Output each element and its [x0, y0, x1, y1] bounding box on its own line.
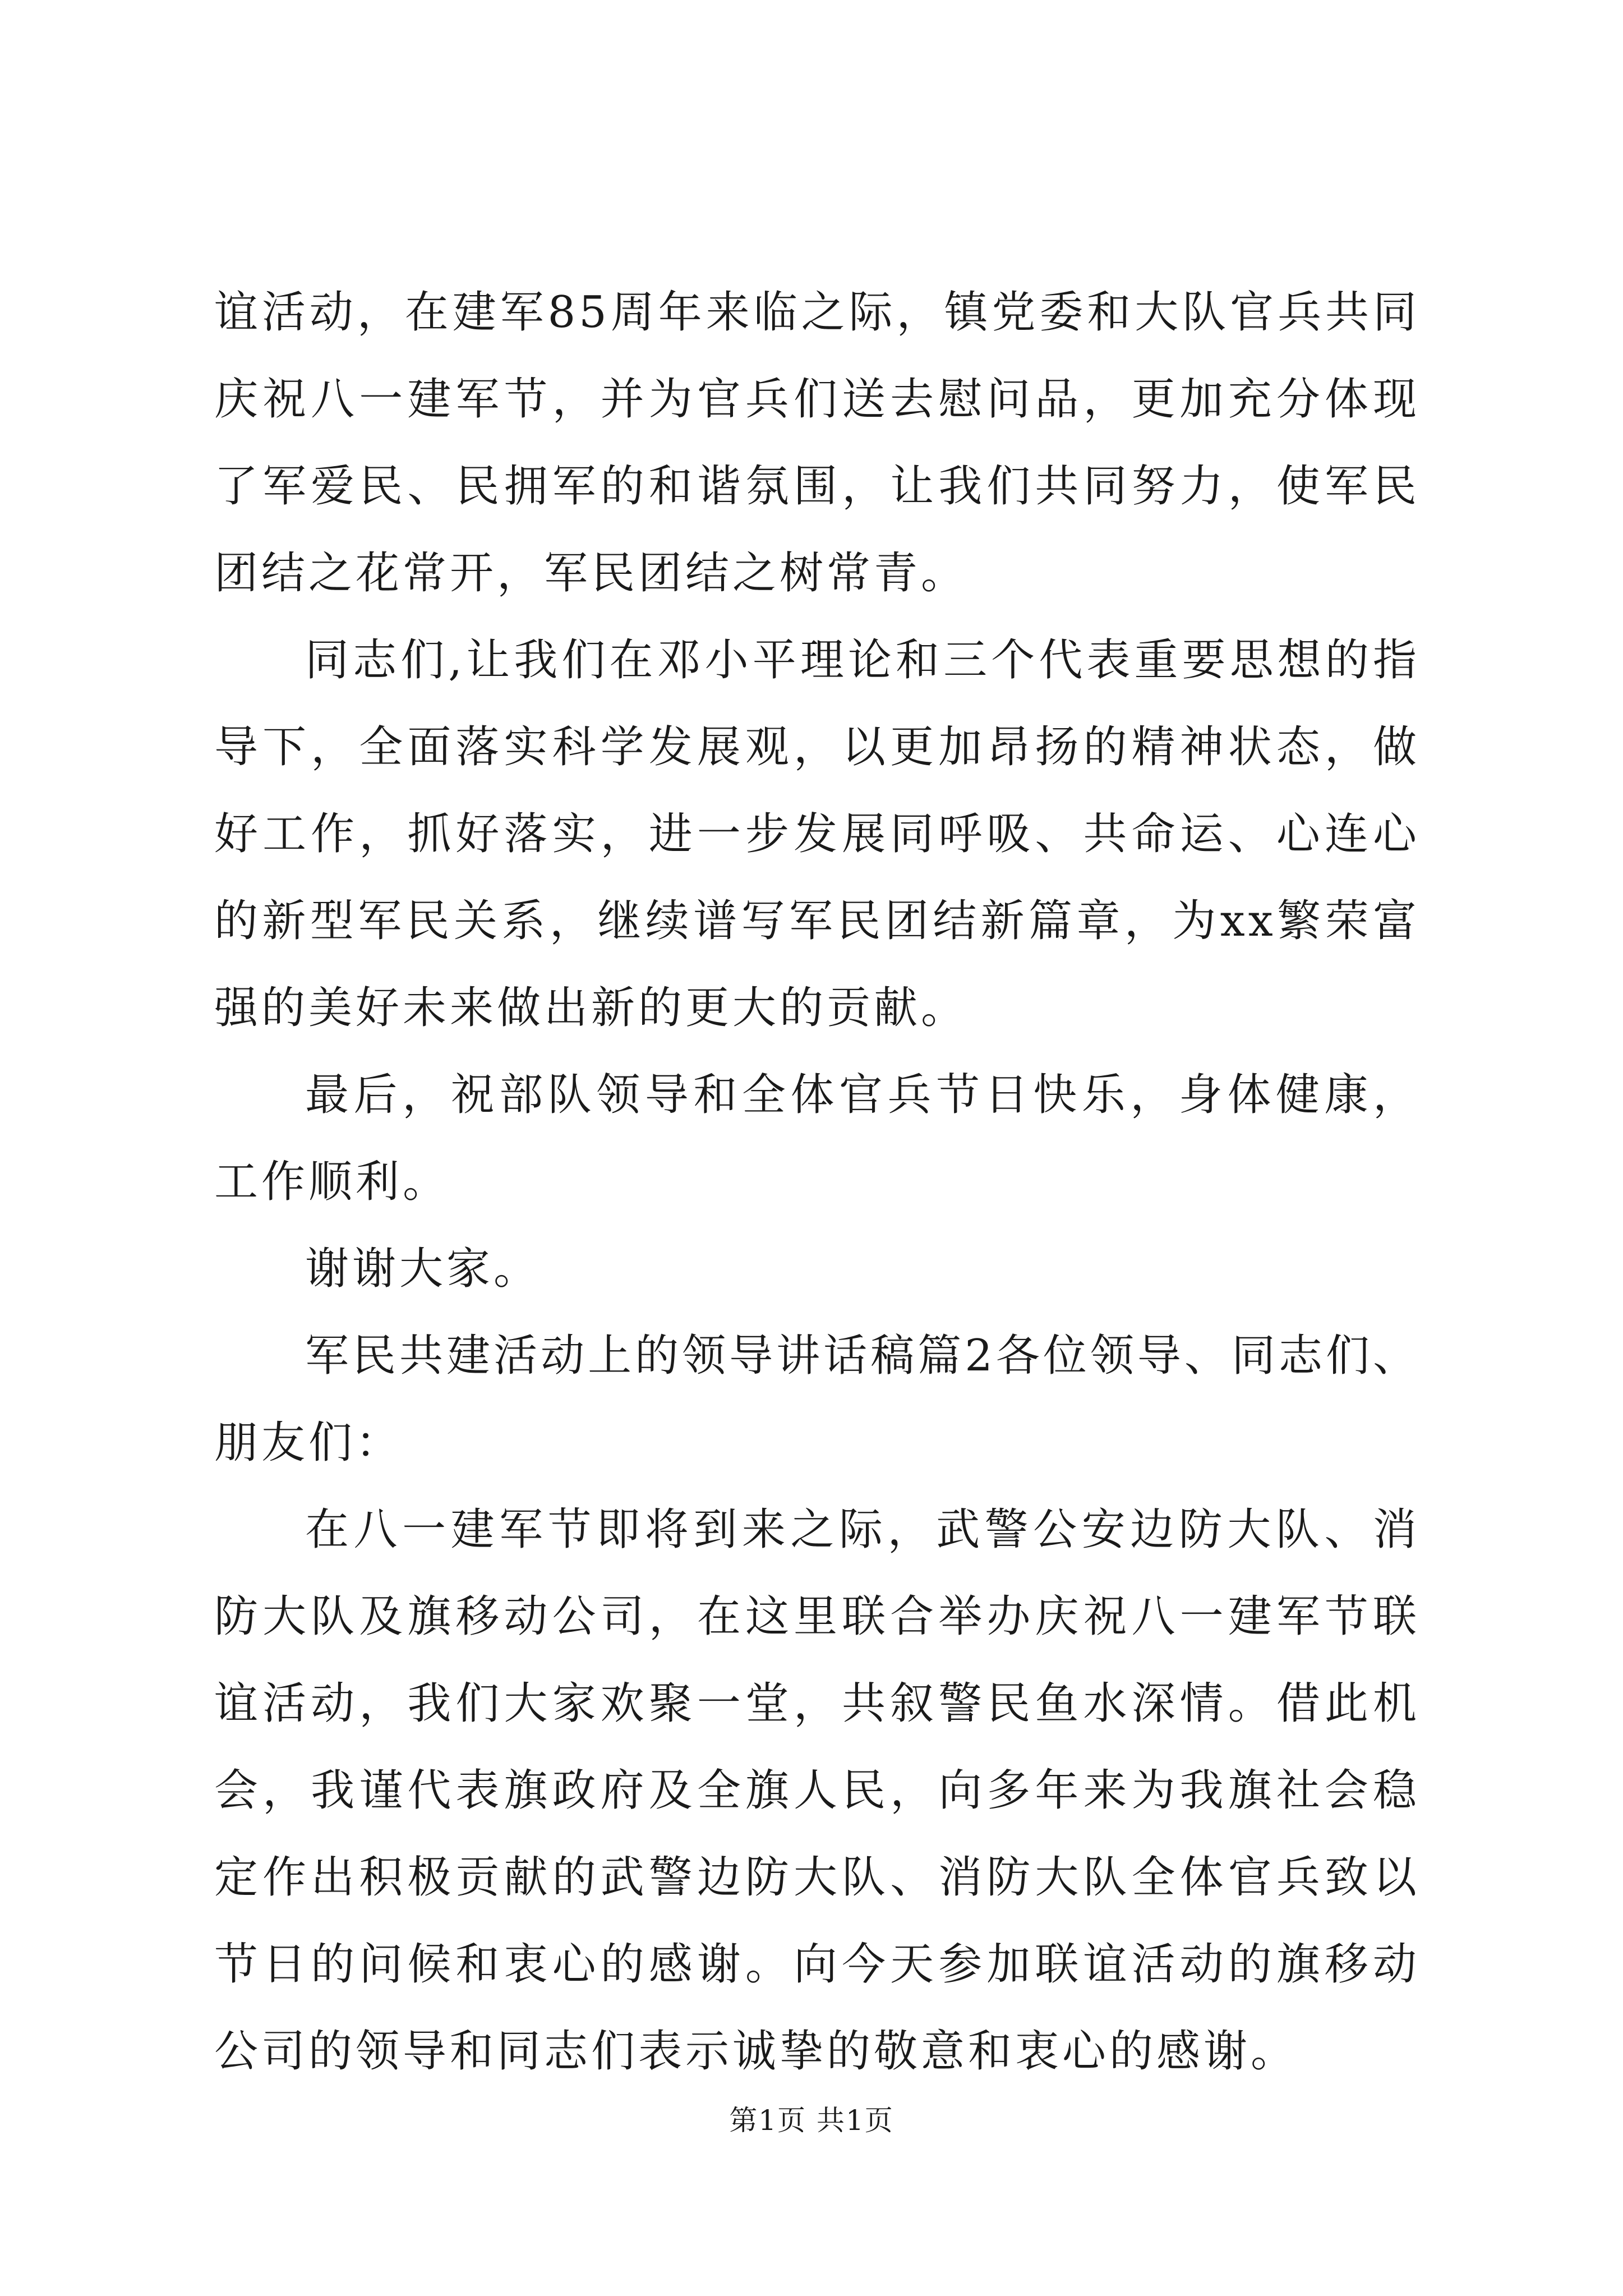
paragraph-comrades: 同志们,让我们在邓小平理论和三个代表重要思想的指导下，全面落实科学发展观，以更加昂扬的精神状态，做好工作，抓好落实，进一步发展同呼吸、共命运、心连心的新型军民关系，继续谱写军民团结新篇章，为xx繁荣富强的美好未来做出新的更大的贡献。 [214, 635, 1420, 1033]
paragraph-continuation: 谊活动，在建军85周年来临之际，镇党委和大队官兵共同庆祝八一建军节，并为官兵们送去慰问品，更加充分体现了军爱民、民拥军的和谐氛围，让我们共同努力，使军民团结之花常开，军民团结之树常青。 [214, 287, 1420, 599]
paragraph-thanks: 谢谢大家。 [305, 1244, 541, 1294]
paragraph-speech-2-body: 在八一建军节即将到来之际，武警公安边防大队、消防大队及旗移动公司，在这里联合举办庆祝八一建军节联谊活动，我们大家欢聚一堂，共叙警民鱼水深情。借此机会，我谨代表旗政府及全旗人民，向多年来为我旗社会稳定作出积极贡献的武警边防大队、消防大队全体官兵致以节日的问候和衷心的感谢。向今天参加联谊活动的旗移动公司的领导和同志们表示诚挚的敬意和衷心的感谢。 [214, 1504, 1420, 2077]
document-body [214, 269, 1420, 2095]
paragraph-speech-2-heading: 军民共建活动上的领导讲话稿篇2各位领导、同志们、朋友们： [214, 1331, 1420, 1468]
page-footer: 第1页 共1页 [729, 2104, 894, 2137]
paragraph-closing-wishes: 最后，祝部队领导和全体官兵节日快乐，身体健康，工作顺利。 [214, 1070, 1420, 1207]
